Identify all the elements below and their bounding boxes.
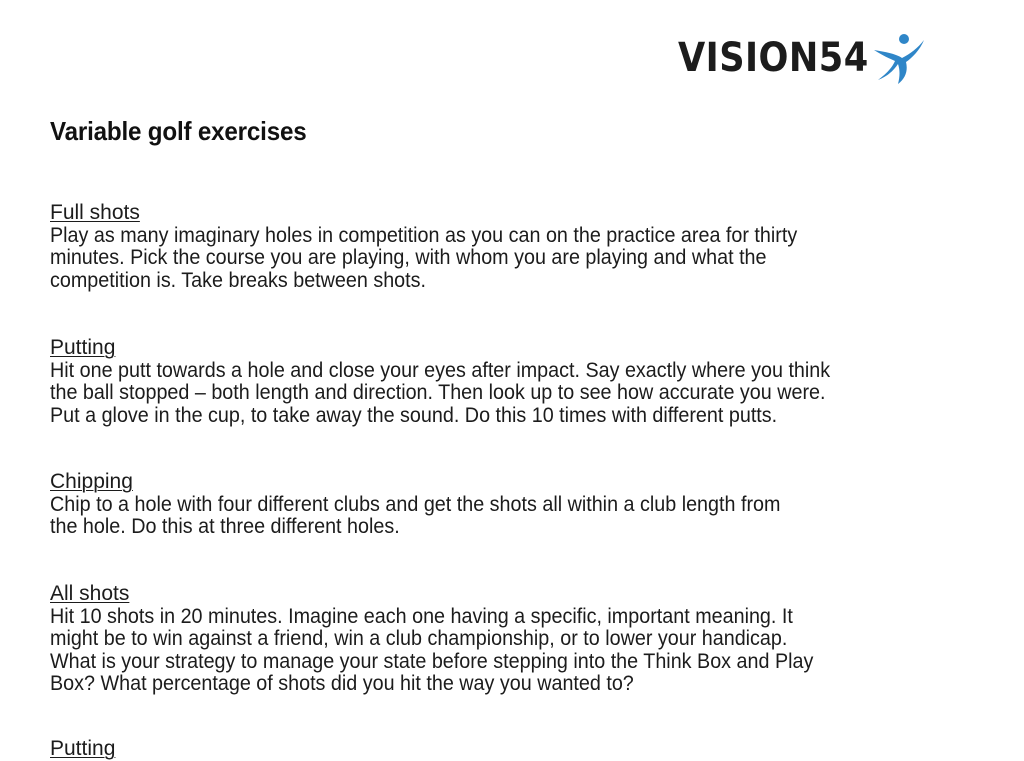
section-heading: Putting [50, 336, 116, 359]
section-heading: Chipping [50, 470, 133, 493]
body-line: the ball stopped – both length and direction. Then look up to see how accurate you were. [50, 381, 826, 404]
body-line: Box? What percentage of shots did you hit the way you wanted to? [50, 672, 634, 695]
body-line: Put a glove in the cup, to take away the sound. Do this 10 times with different putts. [50, 403, 778, 427]
section-heading: Putting [50, 737, 116, 760]
section-heading: All shots [50, 582, 130, 605]
document-title: Variable golf exercises [50, 116, 307, 146]
section-putting [50, 337, 950, 427]
section-chipping [50, 471, 950, 539]
section-heading: Full shots [50, 201, 140, 224]
section-full-shots [50, 202, 950, 292]
section-body [50, 360, 950, 428]
running-figure-x-icon [868, 28, 928, 88]
logo-wordmark: VISION54 [678, 35, 869, 81]
body-line: competition is. Take breaks between shots. [50, 268, 426, 292]
vision54-logo [678, 28, 895, 88]
section-body [50, 494, 950, 539]
body-line: Chip to a hole with four different clubs and get the shots all within a club length from [50, 492, 781, 516]
body-line: might be to win against a friend, win a club championship, or to lower your handicap. [50, 627, 788, 650]
body-line: Hit one putt towards a hole and close your eyes after impact. Say exactly where you think [50, 358, 831, 382]
body-line: the hole. Do this at three different holes. [50, 515, 400, 538]
section-body [50, 606, 950, 696]
body-line: minutes. Pick the course you are playing, with whom you are playing and what the [50, 246, 767, 269]
section-putting-2 [50, 738, 950, 761]
section-body [50, 225, 950, 293]
section-all-shots [50, 583, 950, 696]
body-line: What is your strategy to manage your state before stepping into the Think Box and Play [50, 649, 814, 673]
body-line: Hit 10 shots in 20 minutes. Imagine each one having a specific, important meaning. It [50, 604, 793, 628]
body-line: Play as many imaginary holes in competition as you can on the practice area for thirty [50, 223, 798, 247]
